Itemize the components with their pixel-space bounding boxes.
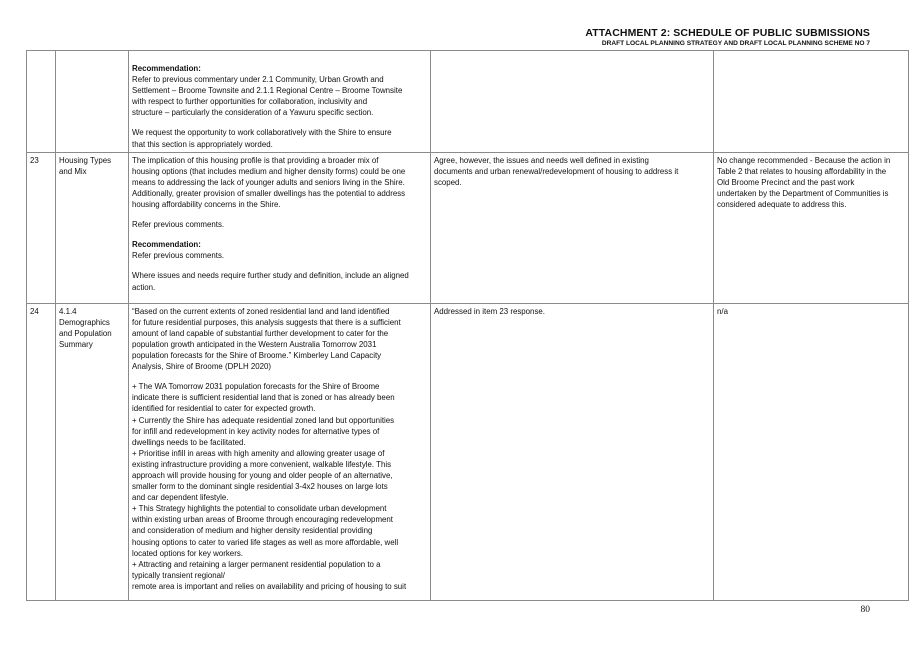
cell-topic: Housing Types and Mix bbox=[56, 152, 129, 303]
recommendation-heading: Recommendation: bbox=[132, 64, 201, 73]
document-subtitle: DRAFT LOCAL PLANNING STRATEGY AND DRAFT LOCAL PLANNING SCHEME NO 7 bbox=[601, 40, 870, 47]
cell-response bbox=[431, 51, 714, 153]
cell-response: Addressed in item 23 response. bbox=[431, 303, 714, 600]
table-row bbox=[27, 303, 909, 600]
submission-paragraph: Refer previous comments. bbox=[132, 220, 225, 230]
cell-topic bbox=[56, 51, 129, 153]
submission-paragraph: Where issues and needs require further study and definition, include an aligned action. bbox=[132, 271, 409, 292]
submission-paragraph: We request the opportunity to work collaboratively with the Shire to ensure that this section is appropriately worded. bbox=[132, 128, 392, 149]
recommendation-heading: Recommendation: bbox=[132, 240, 201, 250]
document-title: ATTACHMENT 2: SCHEDULE OF PUBLIC SUBMISSIONS bbox=[585, 27, 870, 39]
table-row bbox=[27, 152, 909, 303]
submissions-table bbox=[26, 50, 909, 601]
cell-number bbox=[27, 51, 56, 153]
cell-number: 23 bbox=[27, 152, 56, 303]
cell-recommendation: No change recommended - Because the action in Table 2 that relates to housing affordability in the Old Broome Precinct and the past work undertaken by the Department of Communities is considered adequate to address this. bbox=[714, 152, 909, 303]
cell-recommendation bbox=[714, 51, 909, 153]
cell-submission bbox=[129, 152, 431, 303]
submission-paragraph: Refer to previous commentary under 2.1 Community, Urban Growth and Settlement – Broome Townsite and 2.1.1 Regional Centre – Broome Townsite with respect to further opportunities for collaboration, inclusivity and structure – particularly the consideration of a Yawuru specific section. bbox=[132, 75, 403, 118]
submission-paragraph: Refer previous comments. bbox=[132, 251, 225, 261]
cell-submission bbox=[129, 303, 431, 600]
table-row bbox=[27, 51, 909, 153]
cell-response: Agree, however, the issues and needs well defined in existing documents and urban renewal/redevelopment of housing to address it scoped. bbox=[431, 152, 714, 303]
cell-topic: 4.1.4 Demographics and Population Summary bbox=[56, 303, 129, 600]
submission-paragraph: + The WA Tomorrow 2031 population forecasts for the Shire of Broome indicate there is sufficient residential land that is zoned or has already been identified for residential to cater for expected growth. + Currently the Shire has adequate residential zoned land but opportunities for infill and redevelopment in key activity nodes for alternative types of dwellings needs to be facilitated. + Prioritise infill in areas with high amenity and allowing greater usage of existing infrastructure providing a more convenient, walkable lifestyle. This approach will provide housing for young and older people of an alternative, smaller form to the dominant single residential 3-4x2 houses on large lots and car dependent lifestyle. + This Strategy highlights the potential to consolidate urban development within existing urban areas of Broome through encouraging redevelopment and consideration of medium and higher density residential providing housing options to cater to varied life stages as well as more affordable, well located options for key workers. + Attracting and retaining a larger permanent residential population to a typically transient regional/ remote area is important and relies on availability and pricing of housing to suit bbox=[132, 382, 407, 591]
cell-number: 24 bbox=[27, 303, 56, 600]
submission-paragraph: “Based on the current extents of zoned residential land and land identified for future residential purposes, this analysis suggests that there is a sufficient amount of land capable of substantial further development to cater for the population growth anticipated in the Western Australia Tomorrow 2031 population forecasts for the Shire of Broome.” Kimberley Land Capacity Analysis, Shire of Broome (DPLH 2020) bbox=[132, 306, 401, 372]
cell-submission bbox=[129, 51, 431, 153]
cell-recommendation: n/a bbox=[714, 303, 909, 600]
submission-paragraph: The implication of this housing profile is that providing a broader mix of housing options (that includes medium and higher density forms) could be one means to addressing the lack of younger adults and seniors living in the Shire. Additionally, greater provision of smaller dwellings has the potential to address housing affordability concerns in the Shire. bbox=[132, 155, 406, 210]
page-number: 80 bbox=[860, 605, 870, 615]
